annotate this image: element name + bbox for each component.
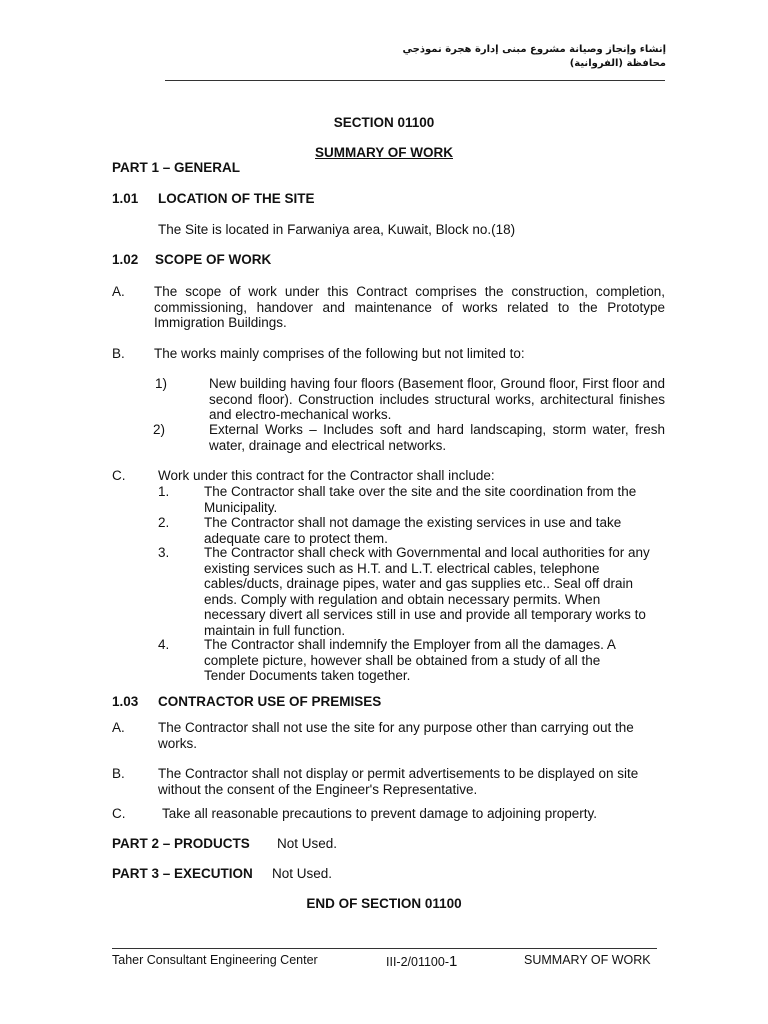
section-subtitle: SUMMARY OF WORK (315, 145, 453, 160)
header-arabic-line2: محافظة (الفروانية) (569, 58, 666, 69)
s102-b-label: B. (112, 346, 125, 361)
s101-text: The Site is located in Farwaniya area, Kuwait, Block no.(18) (158, 222, 516, 237)
part1-title: PART 1 – GENERAL (112, 160, 241, 175)
s103-a-text: The Contractor shall not use the site for any purpose other than carrying out the works. (158, 720, 634, 751)
s103-b-text: The Contractor shall not display or permit advertisements to be displayed on site without the consent of the Engineer's Representative. (158, 766, 639, 797)
s102-c-item3-number: 3. (158, 545, 170, 560)
part2-note: Not Used. (277, 836, 338, 851)
s103-a-label: A. (112, 720, 125, 735)
footer-doc-title: SUMMARY OF WORK (524, 953, 651, 967)
s102-c-label: C. (112, 468, 126, 483)
header-divider (165, 80, 665, 81)
footer-company: Taher Consultant Engineering Center (112, 953, 318, 967)
header-arabic-line1: إنشاء وإنجاز وصيانة مشروع مبنى إدارة هجرة نموذجي (402, 44, 666, 55)
footer-page-ref-prefix: III-2/01100- (386, 955, 450, 969)
s102-c-item2-text: The Contractor shall not damage the existing services in use and take adequate care to protect them. (204, 515, 622, 546)
part3-title: PART 3 – EXECUTION (112, 866, 253, 881)
part2-title: PART 2 – PRODUCTS (112, 836, 250, 851)
section-title: SECTION 01100 (333, 115, 435, 130)
s103-number: 1.03 (112, 694, 139, 709)
s102-c-text: Work under this contract for the Contractor shall include: (158, 468, 495, 483)
s102-b-text: The works mainly comprises of the following but not limited to: (154, 346, 525, 361)
footer-page-number: 1 (449, 953, 458, 970)
footer-divider (112, 948, 657, 949)
s102-a-text: The scope of work under this Contract comprises the construction, completion, commissioning, handover and maintenance of works related to the Prototype Immigration Buildings. (154, 284, 665, 330)
s103-b-label: B. (112, 766, 125, 781)
s102-c-item4-text: The Contractor shall indemnify the Employer from all the damages. A complete picture, however shall be obtained from a study of all the Tender Documents taken together. (204, 637, 616, 683)
footer-page-ref (386, 953, 457, 970)
s101-heading: LOCATION OF THE SITE (158, 191, 315, 206)
s102-c-item3-text: The Contractor shall check with Governmental and local authorities for any existing services such as H.T. and L.T. electrical cables, telephone cables/ducts, drainage pipes, water and gas supplies etc.. Seal off drain ends. Comply with regulation and obtain necessary permits. When necessary divert all services still in use and provide all temporary works to maintain in full function. (204, 545, 650, 638)
s102-number: 1.02 (112, 252, 139, 267)
s102-a-label: A. (112, 284, 125, 299)
s101-number: 1.01 (112, 191, 139, 206)
s102-c-item4-number: 4. (158, 637, 170, 652)
s102-b-item1-text: New building having four floors (Basement floor, Ground floor, First floor and second floor). Construction includes structural works, architectural finishes and electro-mechanical works. (209, 376, 665, 422)
s102-c-item1-text: The Contractor shall take over the site and the site coordination from the Municipality. (204, 484, 637, 515)
s103-c-label: C. (112, 806, 126, 821)
s103-c-text: Take all reasonable precautions to prevent damage to adjoining property. (162, 806, 598, 821)
s102-b-item2-number: 2) (153, 422, 166, 437)
end-of-section: END OF SECTION 01100 (306, 896, 462, 911)
s102-c-item1-number: 1. (158, 484, 170, 499)
s102-b-item2-text: External Works – Includes soft and hard landscaping, storm water, fresh water, drainage and electrical networks. (209, 422, 665, 453)
s102-b-item1-number: 1) (155, 376, 168, 391)
part3-note: Not Used. (272, 866, 333, 881)
s103-heading: CONTRACTOR USE OF PREMISES (158, 694, 382, 709)
s102-c-item2-number: 2. (158, 515, 170, 530)
s102-heading: SCOPE OF WORK (155, 252, 272, 267)
